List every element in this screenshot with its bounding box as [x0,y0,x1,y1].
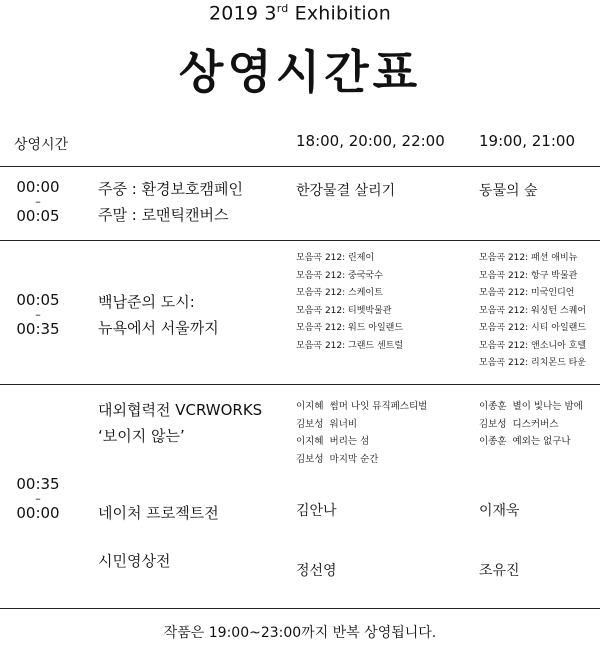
artist-name: 정선영 [296,563,337,579]
list-item: 이지혜 썸머 나잇 뮤직페스티벌 [296,401,428,412]
song-list [296,250,403,355]
program-title: 백남준의 도시: 뉴욕에서 서울까지 [98,293,219,337]
divider [0,384,600,385]
list-item: 모음곡 212: 미국인디언 [479,288,575,298]
divider [0,166,600,167]
list-item: 모음곡 212: 리치몬드 타운 [479,358,587,368]
time-range: 00:00 – 00:05 [16,178,60,225]
divider [0,608,600,609]
exhibition-subtitle: 2019 3rd Exhibition [209,2,391,25]
program-title: 주중 : 환경보호캠페인 주말 : 로맨틱캔버스 [98,180,244,224]
work-title: 한강물결 살리기 [296,183,396,199]
list-item: 모음곡 212: 스케이트 [296,288,383,298]
artist-work-list [479,398,589,451]
artist-name: 이재욱 [479,503,520,519]
footer-note: 작품은 19:00~23:00까지 반복 상영됩니다. [163,625,437,641]
list-item: 모음곡 212: 항구 박물관 [479,270,578,281]
list-item: 모음곡 212: 패션 애비뉴 [479,253,578,263]
artist-work-list [296,398,433,468]
list-item: 모음곡 212: 앤소니아 호텔 [479,340,587,351]
list-item: 이지혜 버리는 섬 [296,436,370,447]
page-title: 상영시간표 [178,45,422,99]
column-header-time: 상영시간 [14,137,69,153]
song-list [479,250,586,373]
list-item: 김보성 워너비 [296,418,358,430]
list-item: 김보성 디스커버스 [479,418,559,430]
list-item: 모음곡 212: 시티 아일랜드 [479,323,587,333]
program-title: 시민영상전 [98,552,171,570]
program-title: 네이처 프로젝트전 [98,504,219,522]
list-item: 이종훈 별이 빛나는 밤에 [479,401,583,412]
time-range: 00:35 – 00:00 [16,475,60,522]
list-item: 모음곡 212: 그랜드 센트럴 [296,340,404,351]
work-title: 동물의 숲 [479,183,538,199]
divider [0,240,600,241]
list-item: 모음곡 212: 워드 아일랜드 [296,323,404,333]
program-title: 대외협력전 VCRWORKS ‘보이지 않는’ [98,401,263,445]
list-item: 모음곡 212: 워싱턴 스퀘어 [479,305,587,316]
list-item: 이종훈 예외는 없구나 [479,436,571,447]
time-range: 00:05 – 00:35 [16,291,60,338]
artist-name: 조유진 [479,563,520,579]
list-item: 김보성 마지막 순간 [296,453,379,465]
artist-name: 김안나 [296,503,337,519]
column-header-slot-2: 19:00, 21:00 [479,132,575,150]
list-item: 모음곡 212: 린제이 [296,253,375,263]
column-header-slot-1: 18:00, 20:00, 22:00 [296,132,445,150]
list-item: 모음곡 212: 티벳박물관 [296,305,392,316]
list-item: 모음곡 212: 중국국수 [296,270,383,281]
